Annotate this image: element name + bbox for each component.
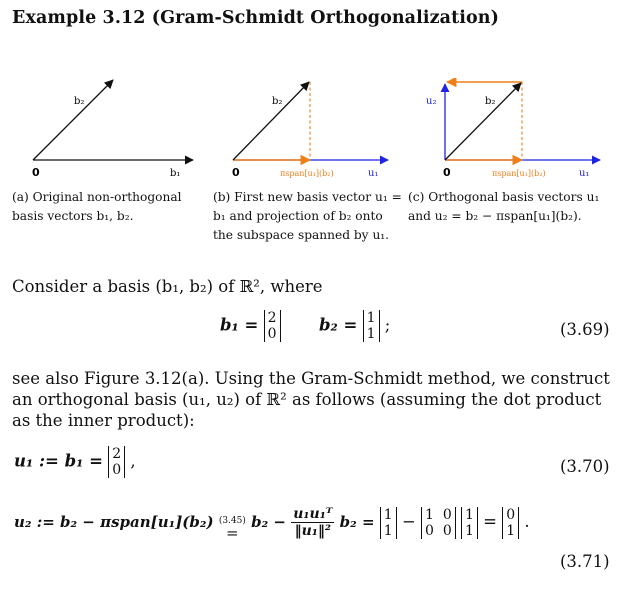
caption-a: (a) Original non-orthogonal basis vectors b₁, b₂. [12, 190, 182, 223]
origin-label: 0 [232, 166, 240, 178]
caption-c: (c) Orthogonal basis vectors u₁ and u₂ = b₂ − πspan[u₁](b₂). [408, 190, 600, 223]
vector-b2 [233, 82, 309, 160]
eq-371-reference: (3.45) [218, 516, 246, 526]
projection-label: πspan[u₁](b₂) [492, 169, 546, 178]
vector-b1-matrix: 2 0 [264, 310, 281, 342]
projection-matrix: 1 0 0 0 [421, 507, 456, 539]
vector-u2-result: 0 1 [502, 507, 519, 539]
example-heading: Example 3.12 (Gram-Schmidt Orthogonalization) [12, 8, 500, 28]
paragraph-basis: Consider a basis (b₁, b₂) of ℝ², where [12, 277, 323, 296]
caption-b: (b) First new basis vector u₁ = b₁ and projection of b₂ onto the subspace spanned by u₁. [213, 190, 402, 242]
vector-b2-column-2: 1 1 [461, 507, 478, 539]
vector-u1-matrix: 2 0 [108, 446, 125, 478]
equation-3-69: b₁ = 2 0 b₂ = 1 1 ; [220, 310, 391, 342]
vector-b2-column: 1 1 [380, 507, 397, 539]
origin-label: 0 [32, 166, 40, 178]
vector-b2-matrix: 1 1 [363, 310, 380, 342]
vector-b2 [33, 80, 113, 160]
u2-label: u₂ [426, 96, 437, 107]
eq-369-lhs1: b₁ = [220, 315, 259, 335]
b2-label: b₂ [74, 96, 85, 107]
equation-number-3-71: (3.71) [560, 552, 610, 571]
projection-label: πspan[u₁](b₂) [280, 169, 334, 178]
origin-label: 0 [443, 166, 451, 178]
figure-b [210, 78, 410, 178]
equation-3-71: u₂ := b₂ − πspan[u₁](b₂) (3.45) = b₂ − $\frac{\text{u₁u₁ᵀ}}{\text{‖u₁‖²}}$ b₂ = 1 1 − 1 0 0 0 1 1 = 0 1 . [14, 506, 530, 542]
projection-fraction: $\frac{\text{u₁u₁ᵀ}}{\text{‖u₁‖²}}$ [293, 506, 333, 539]
u1-label: u₁ [579, 168, 590, 178]
b2-label: b₂ [272, 96, 283, 107]
eq-369-lhs2: b₂ = [319, 315, 358, 335]
figure-a [10, 78, 210, 178]
eq-370-lhs: u₁ := b₁ = [14, 451, 103, 471]
equation-number-3-69: (3.69) [560, 320, 610, 339]
vector-b2 [445, 83, 521, 160]
u1-label: u₁ [368, 168, 379, 178]
b2-label: b₂ [485, 96, 496, 107]
b1-label: b₁ [170, 168, 181, 178]
figure-c [415, 78, 620, 178]
equation-3-70: u₁ := b₁ = 2 0 , [14, 446, 136, 478]
paragraph-gram-schmidt: see also Figure 3.12(a). Using the Gram-Schmidt method, we construct an orthogonal basis (u₁, u₂) of ℝ² as follows (assuming the dot product as the inner product): [12, 369, 610, 430]
eq-371-lhs: u₂ := b₂ − πspan[u₁](b₂) [14, 513, 214, 531]
equation-number-3-70: (3.70) [560, 457, 610, 476]
